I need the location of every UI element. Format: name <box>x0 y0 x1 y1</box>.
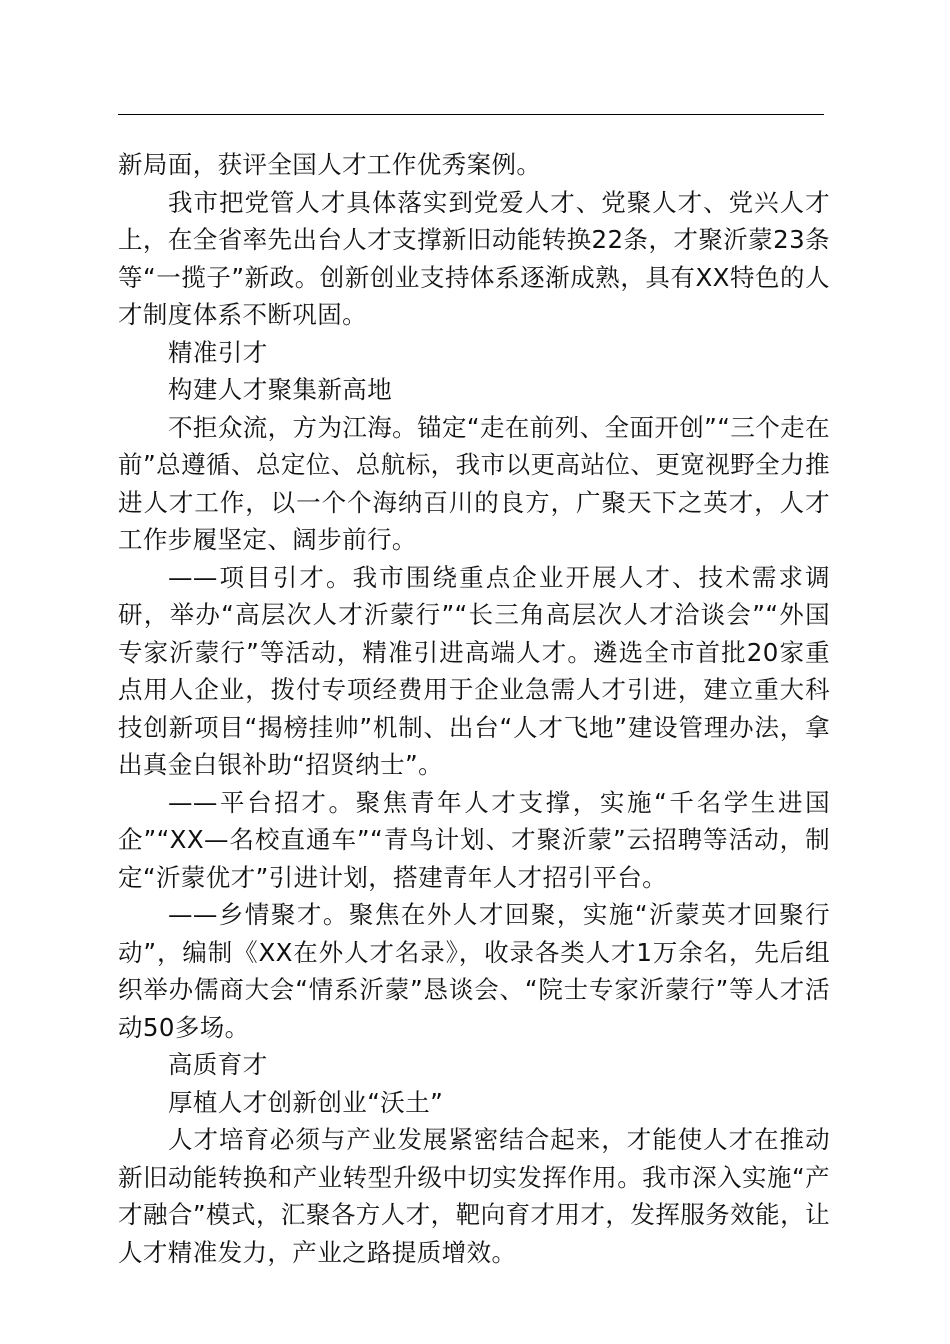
paragraph-continuation: 新局面，获评全国人才工作优秀案例。 <box>118 150 542 179</box>
section-subheading-fertile-soil: 厚植人才创新创业“沃土” <box>168 1087 444 1117</box>
document-body <box>118 146 830 1271</box>
paragraph-platform-recruitment: ——平台招才。聚焦青年人才支撑，实施“千名学生进国企”“XX—名校直通车”“青鸟计划、才聚沂蒙”云招聘等活动，制定“沂蒙优才”引进计划，搭建青年人才招引平台。 <box>118 787 830 892</box>
paragraph-project-recruitment: ——项目引才。我市围绕重点企业开展人才、技术需求调研，举办“高层次人才沂蒙行”“长三角高层次人才洽谈会”“外国专家沂蒙行”等活动，精准引进高端人才。遴选全市首批20家重点用人企业，拨付专项经费用于企业急需人才引进，建立重大科技创新项目“揭榜挂帅”机制、出台“人才飞地”建设管理办法，拿出真金白银补助“招贤纳士”。 <box>118 562 830 779</box>
section-heading-precise-recruitment: 精准引才 <box>168 337 268 367</box>
paragraph-industry-talent: 人才培育必须与产业发展紧密结合起来，才能使人才在推动新旧动能转换和产业转型升级中切实发挥作用。我市深入实施“产才融合”模式，汇聚各方人才，靶向育才用才，发挥服务效能，让人才精准发力，产业之路提质增效。 <box>118 1125 830 1267</box>
section-subheading-talent-highland: 构建人才聚集新高地 <box>168 375 393 404</box>
paragraph-open-rivers: 不拒众流，方为江海。锚定“走在前列、全面开创”“三个走在前”总遵循、总定位、总航标，我市以更高站位、更宽视野全力推进人才工作，以一个个海纳百川的良方，广聚天下之英才，人才工作步履坚定、阔步前行。 <box>118 412 830 554</box>
section-heading-quality-cultivation: 高质育才 <box>168 1050 268 1079</box>
paragraph-talent-policy: 我市把党管人才具体落实到党爱人才、党聚人才、党兴人才上，在全省率先出台人才支撑新旧动能转换22条，才聚沂蒙23条等“一揽子”新政。创新创业支持体系逐渐成熟，具有XX特色的人才制度体系不断巩固。 <box>118 187 830 329</box>
paragraph-hometown-recruitment: ——乡情聚才。聚焦在外人才回聚，实施“沂蒙英才回聚行动”，编制《XX在外人才名录》，收录各类人才1万余名，先后组织举办儒商大会“情系沂蒙”恳谈会、“院士专家沂蒙行”等人才活动50多场。 <box>118 900 830 1042</box>
header-rule <box>118 114 824 115</box>
